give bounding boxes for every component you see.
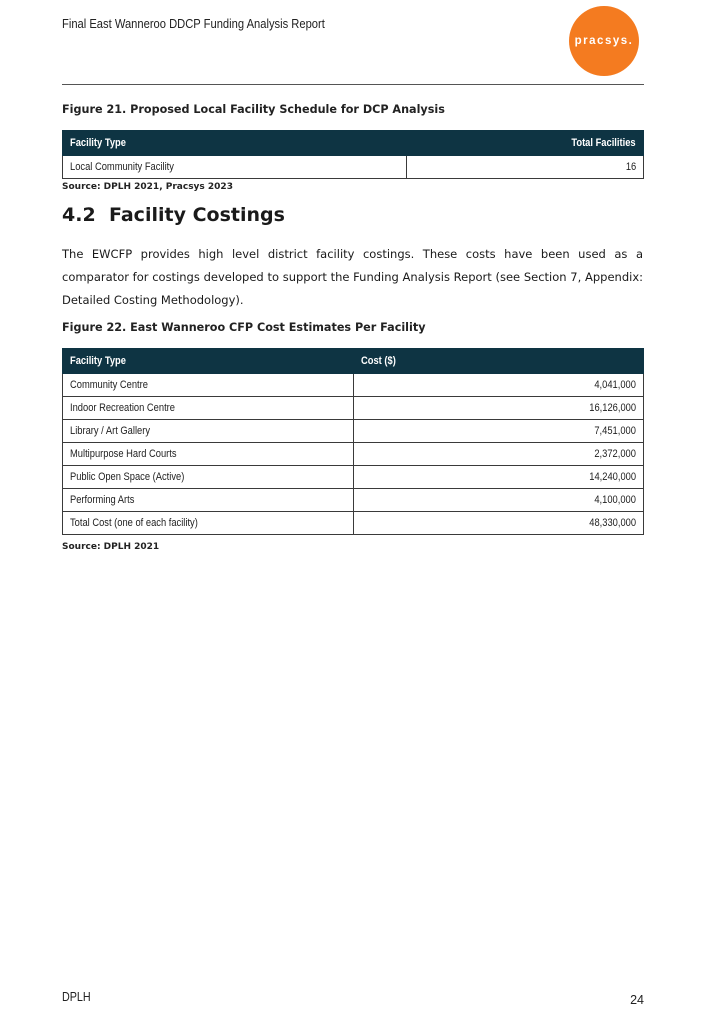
figure-21-caption: Figure 21. Proposed Local Facility Schedule for DCP Analysis: [62, 103, 445, 116]
table-cell: 2,372,000: [354, 443, 644, 466]
table-header-row: [63, 349, 644, 374]
table-cell: 48,330,000: [354, 512, 644, 535]
table-cell: Community Centre: [63, 374, 354, 397]
table-cell: Performing Arts: [63, 489, 354, 512]
section-heading: [62, 204, 285, 226]
table-cell: 14,240,000: [354, 466, 644, 489]
footer-organisation: DPLH: [62, 990, 91, 1004]
figure-22-source: Source: DPLH 2021: [62, 542, 160, 552]
logo-text: pracsys.: [574, 35, 634, 47]
body-paragraph: The EWCFP provides high level district facility costings. These costs have been used as a comparator for costings developed to support the Funding Analysis Report (see Section 7, Appendix: Detailed Costing Methodology).: [62, 247, 643, 307]
table-cell: 7,451,000: [354, 420, 644, 443]
table-cell: 4,100,000: [354, 489, 644, 512]
cost-estimates-table: [62, 348, 644, 535]
facility-schedule-table: [62, 130, 644, 179]
table-row: [63, 420, 644, 443]
column-header: Facility Type: [63, 131, 407, 156]
table-cell: 16,126,000: [354, 397, 644, 420]
column-header: Cost ($): [354, 349, 644, 374]
table-cell: 16: [407, 156, 644, 179]
table-row: [63, 489, 644, 512]
table-row: [63, 443, 644, 466]
table-cell: Multipurpose Hard Courts: [63, 443, 354, 466]
section-title: Facility Costings: [109, 204, 285, 226]
column-header: Facility Type: [63, 349, 354, 374]
table-row: [63, 156, 644, 179]
table-cell: 4,041,000: [354, 374, 644, 397]
report-title: Final East Wanneroo DDCP Funding Analysis Report: [62, 16, 325, 31]
table-cell: Public Open Space (Active): [63, 466, 354, 489]
header-divider: [62, 84, 644, 85]
pracsys-logo: [569, 6, 639, 76]
table-row: [63, 374, 644, 397]
table-row: [63, 397, 644, 420]
table-cell: Total Cost (one of each facility): [63, 512, 354, 535]
table-cell: Indoor Recreation Centre: [63, 397, 354, 420]
figure-22-caption: Figure 22. East Wanneroo CFP Cost Estimates Per Facility: [62, 321, 426, 334]
figure-21-source: Source: DPLH 2021, Pracsys 2023: [62, 182, 233, 192]
table-header-row: [63, 131, 644, 156]
table-cell: Library / Art Gallery: [63, 420, 354, 443]
column-header: Total Facilities: [407, 131, 644, 156]
table-cell: Local Community Facility: [63, 156, 407, 179]
page-number: 24: [630, 993, 644, 1007]
table-total-row: [63, 512, 644, 535]
table-row: [63, 466, 644, 489]
section-number: 4.2: [62, 204, 96, 226]
